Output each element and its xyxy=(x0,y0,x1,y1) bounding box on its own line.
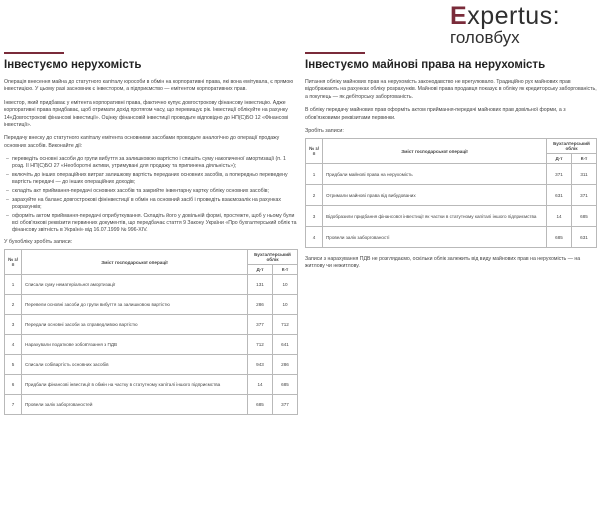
row-num: 6 xyxy=(5,375,22,395)
table-row xyxy=(306,206,597,227)
row-kt: 685 xyxy=(572,206,597,227)
row-num: 1 xyxy=(5,275,22,295)
left-steps-list xyxy=(4,156,298,234)
row-dt: 685 xyxy=(248,395,273,415)
table-row xyxy=(5,395,298,415)
row-text: Придбали фінансові інвестиції в обмін на частку в статутному капіталі іншого підприємства xyxy=(22,375,248,395)
row-num: 2 xyxy=(306,185,323,206)
list-item: – оформіть актом приймання-передачі оприбуткування. Складіть його у довільній формі, простежте, щоб у ньому були всі обов'язкові реквізити первинних документів, що передбачає стаття 9 Закону України «Про бухгалтерський облік та фінансову звітність в Україні» від 16.07.1999 № 996-XIV. xyxy=(12,213,298,235)
right-title: Інвестуємо майнові права на нерухомість xyxy=(305,59,546,71)
row-dt: 14 xyxy=(547,206,572,227)
row-text: Списали собівартість основних засобів xyxy=(22,355,248,375)
row-text: Відобразили придбання фінансової інвестиції як частки в статутному капіталі іншого підприємства xyxy=(323,206,547,227)
row-kt: 377 xyxy=(273,395,298,415)
table-row xyxy=(306,227,597,248)
left-paragraph-1: Операція внесення майна до статутного капіталу юрособи в обмін на корпоративні права, які вона емітувала, є прямою інвестицією. У цьому разі засновник є інвестором, а підприємство — емітентом корпоративних прав. xyxy=(4,79,294,93)
row-text: Отримали майнові права від вибудованих xyxy=(323,185,547,206)
row-text: Придбали майнові права на нерухомість xyxy=(323,164,547,185)
right-paragraph-3: Записи з нарахування ПДВ не розглядаємо, оскільки облік залежить від виду майнових прав на нерухомість — на житлову чи нежитлову. xyxy=(305,256,581,270)
col-kt-header: К-т xyxy=(273,265,298,275)
left-article xyxy=(4,52,298,415)
row-kt: 286 xyxy=(273,355,298,375)
col-num-header: № з/п xyxy=(306,139,323,164)
left-table-lead: У бухобліку зробіть записи: xyxy=(4,239,73,246)
right-paragraph-1: Питання обліку майнових прав на нерухомість законодавство не врегулювало. Традиційно рух майнових прав відображають на рахунках обліку розрахунків. Майнові права продавця показує в обліку як кредиторську заборгованість, а покупець — як дебіторську заборгованість. xyxy=(305,79,597,100)
row-dt: 685 xyxy=(547,227,572,248)
logo-subtitle: головбух xyxy=(450,28,520,47)
left-title: Інвестуємо нерухомість xyxy=(4,59,142,71)
row-text: Перевели основні засоби до групи вибуття за залишковою вартістю xyxy=(22,295,248,315)
table-row xyxy=(5,375,298,395)
row-dt: 286 xyxy=(248,295,273,315)
row-kt: 371 xyxy=(572,185,597,206)
table-row xyxy=(5,355,298,375)
row-dt: 943 xyxy=(248,355,273,375)
col-op-header: Зміст господарської операції xyxy=(22,250,248,275)
row-num: 3 xyxy=(5,315,22,335)
row-dt: 14 xyxy=(248,375,273,395)
title-rule xyxy=(4,52,64,54)
right-entries-table xyxy=(305,138,597,248)
col-acc-header: Бухгалтерський облік xyxy=(248,250,298,265)
row-dt: 631 xyxy=(547,185,572,206)
list-item: – переведіть основні засоби до групи вибуття за залишковою вартістю і спишіть суму накопиченої амортизації (п. 1 розд. II НП(С)БО 27 «Необоротні активи, утримувані для продажу та припинена діяльність»); xyxy=(12,156,298,170)
row-num: 3 xyxy=(306,206,323,227)
row-num: 7 xyxy=(5,395,22,415)
row-text: Провели залік заборгованості xyxy=(323,227,547,248)
table-row xyxy=(5,335,298,355)
left-entries-table xyxy=(4,249,298,415)
row-dt: 371 xyxy=(547,164,572,185)
right-article xyxy=(305,52,597,277)
row-kt: 712 xyxy=(273,315,298,335)
col-op-header: Зміст господарської операції xyxy=(323,139,547,164)
row-kt: 10 xyxy=(273,295,298,315)
list-item: – включіть до інших операційних витрат залишкову вартість переданих основних засобів, а попередньо переведену вартість передачі — до інших операційних доходів; xyxy=(12,172,298,186)
row-num: 4 xyxy=(5,335,22,355)
row-num: 2 xyxy=(5,295,22,315)
row-text: Провели залік заборгованостей xyxy=(22,395,248,415)
table-row xyxy=(306,164,597,185)
row-kt: 685 xyxy=(273,375,298,395)
row-dt: 377 xyxy=(248,315,273,335)
right-paragraph-2: В обліку передачу майнових прав оформіть актом приймання-передачі майнових прав довільної форми, а з обов'язковими реквізитами первинки. xyxy=(305,107,566,121)
table-row xyxy=(306,185,597,206)
list-item: – зарахуйте на баланс довгострокові фінінвестиції в обмін на основний засіб і проведіть взаємозалік на рахунках розрахунків; xyxy=(12,197,298,211)
col-dt-header: Д-т xyxy=(547,154,572,164)
col-dt-header: Д-т xyxy=(248,265,273,275)
left-paragraph-3: Передачу внеску до статутного капіталу емітента основними засобами проводьте аналогічно до операції продажу основних засобів. Виконайте дії: xyxy=(4,135,280,149)
row-kt: 631 xyxy=(572,227,597,248)
row-num: 4 xyxy=(306,227,323,248)
list-item: – складіть акт приймання-передачі основних засобів та закрийте інвентарну картку обліку основних засобів; xyxy=(12,188,298,195)
expertus-logo[interactable] xyxy=(450,4,596,50)
col-acc-header: Бухгалтерський облік xyxy=(547,139,597,154)
table-row xyxy=(5,295,298,315)
row-text: Списали суму нематеріальної амортизації xyxy=(22,275,248,295)
title-rule xyxy=(305,52,365,54)
row-text: Передали основні засоби за справедливою вартістю xyxy=(22,315,248,335)
col-kt-header: К-т xyxy=(572,154,597,164)
table-row xyxy=(5,275,298,295)
row-num: 5 xyxy=(5,355,22,375)
col-num-header: № з/п xyxy=(5,250,22,275)
row-kt: 641 xyxy=(273,335,298,355)
row-text: Нарахували податкове зобов'язання з ПДВ xyxy=(22,335,248,355)
row-dt: 131 xyxy=(248,275,273,295)
row-kt: 311 xyxy=(572,164,597,185)
left-paragraph-2: Інвестор, який придбаває у емітента корпоративні права, фактично купує довгострокову фінансову інвестицію. Адже корпоративні права придбаває, щоб отримати дохід протягом часу, що перевищує рік. Інвестиції облікуйте на рахунку 14«Довгострокові фінансові інвестиції». Оцінку фінансовій інвестиції проводьте відповідно до НП(С)БО 12 «Фінансові інвестиції». xyxy=(4,99,289,129)
row-dt: 712 xyxy=(248,335,273,355)
right-table-lead: Зробіть записи: xyxy=(305,128,344,135)
logo-brand: Expertus: xyxy=(450,2,561,30)
table-row xyxy=(5,315,298,335)
row-num: 1 xyxy=(306,164,323,185)
row-kt: 10 xyxy=(273,275,298,295)
